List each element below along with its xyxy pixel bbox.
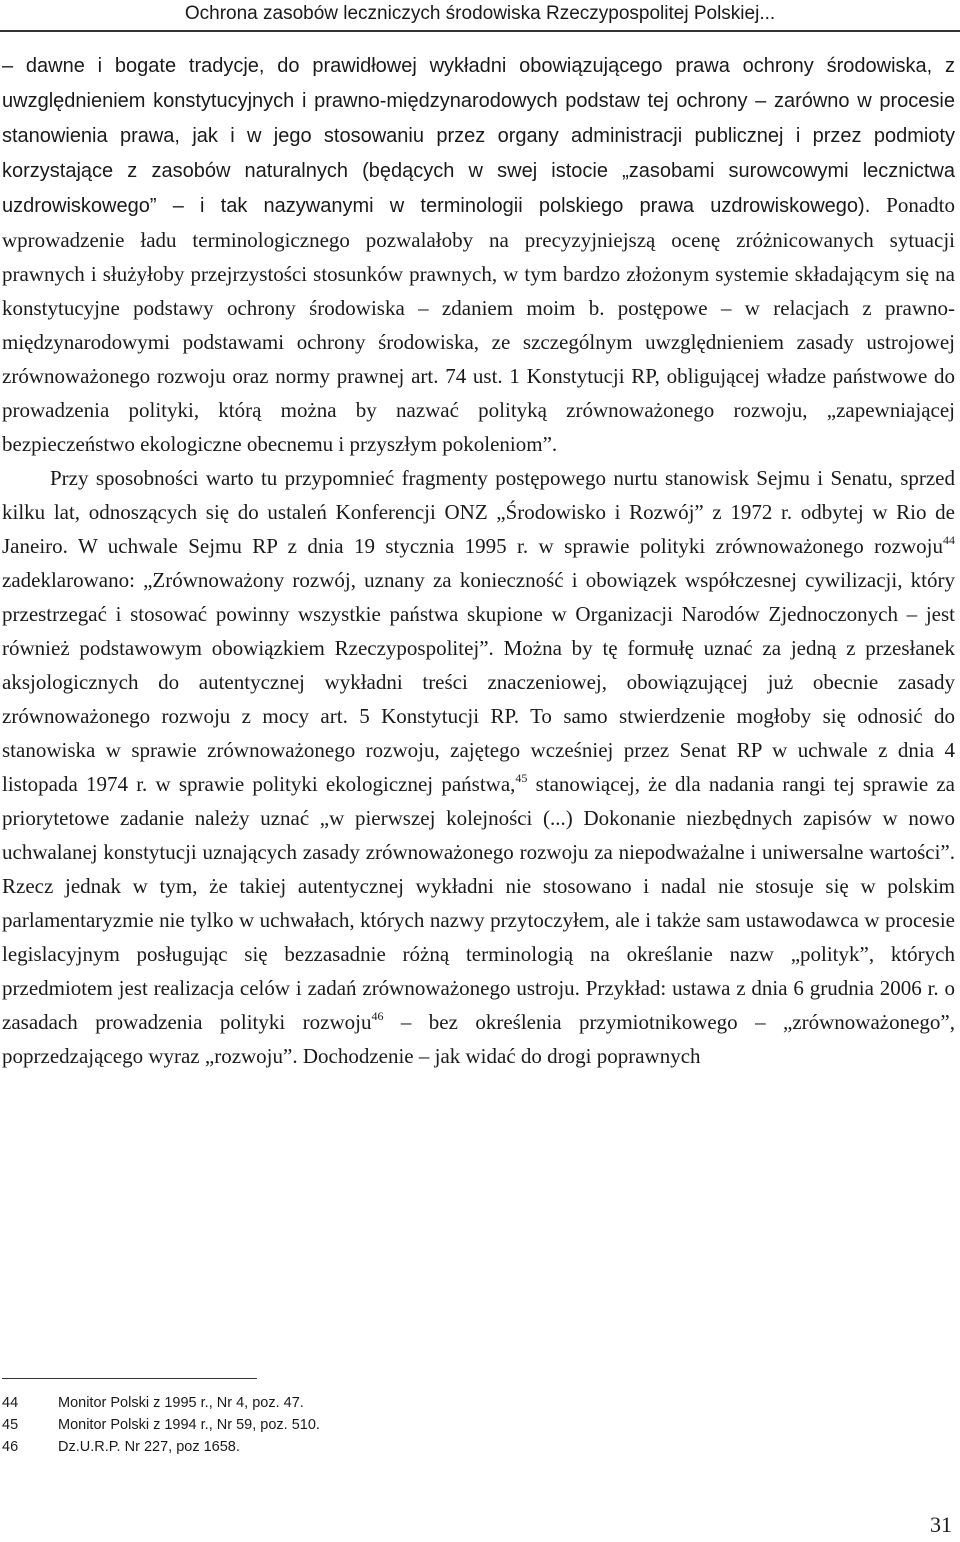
paragraph-2-part-d: – bez określenia przymiotnikowego – „zrównoważonego”, poprzedzającego wyraz „rozwoju”. Dochodzenie – jak widać do drogi poprawnych (2, 1010, 955, 1068)
paragraph-1 (2, 48, 955, 461)
footnote-number: 46 (2, 1439, 19, 1455)
running-header: Ochrona zasobów leczniczych środowiska Rzeczypospolitej Polskiej... (184, 3, 776, 24)
paragraph-2-part-c: stanowiącej, że dla nadania rangi tej sprawie za priorytetowe zadanie należy uznać „w pierwszej kolejności (...) Dokonanie niezbędnych zapisów w nowo uchwalanej konstytucji uznających zasady zrównoważonego rozwoju za niepodważalne i uniwersalne wartości”. Rzecz jednak w tym, że takiej autentycznej wykładni nie stosowano i nadal nie stosuje się w polskim parlamentaryzmie nie tylko w uchwałach, których nazwy przytoczyłem, ale i także sam ustawodawca w procesie legislacyjnym posługując się bezzasadnie różną terminologią na określanie nazw „polityk”, których przedmiotem jest realizacja celów i zadań zrównoważonego ustroju. Przykład: ustawa z dnia 6 grudnia 2006 r. o zasadach prowadzenia polityki rozwoju (2, 772, 955, 1034)
paragraph-2 (2, 461, 955, 1073)
footnote-rule (2, 1378, 257, 1379)
footnote-text: Monitor Polski z 1994 r., Nr 59, poz. 510. (58, 1417, 320, 1433)
footnotes (2, 1392, 702, 1458)
footnote-number: 45 (2, 1417, 19, 1433)
paragraph-1-serif-part: Ponadto wprowadzenie ładu terminologicznego pozwalałoby na precyzyjniejszą ocenę zróżnicowanych sytuacji prawnych i służyłoby przejrzystości stosunków prawnych, w tym bardzo złożonym systemie składającym się na konstytucyjne podstawy ochrony środowiska – zdaniem moim b. postępowe – w relacjach z prawno-międzynarodowymi podstawami ochrony środowiska, ze szczególnym uwzględnieniem zasady ustrojowej zrównoważonego rozwoju oraz normy prawnej art. 74 ust. 1 Konstytucji RP, obligującej władze państwowe do prowadzenia polityki, którą można by nazwać polityką zrównoważonego rozwoju, „zapewniającej bezpieczeństwo ekologiczne obecnemu i przyszłym pokoleniom”. (2, 193, 956, 456)
header-rule (0, 30, 960, 32)
footnote-45 (2, 1414, 702, 1436)
footnote-ref-46[interactable]: 46 (371, 1009, 384, 1023)
footnote-text: Monitor Polski z 1995 r., Nr 4, poz. 47. (58, 1395, 304, 1411)
paragraph-2-part-b: zadeklarowano: „Zrównoważony rozwój, uznany za konieczność i obowiązek współczesnej cywilizacji, który przestrzegać i stosować powinny wszystkie państwa skupione w Organizacji Narodów Zjednoczonych – jest również podstawowym obowiązkiem Rzeczypospolitej”. Można by tę formułę uznać za jedną z przesłanek aksjologicznych do autentycznej wykładni treści znaczeniowej, obowiązującej już obecnie zasady zrównoważonego rozwoju z mocy art. 5 Konstytucji RP. To samo stwierdzenie mogłoby się odnosić do stanowiska w sprawie zrównoważonego rozwoju, zajętego wcześniej przez Senat RP w uchwale z dnia 4 listopada 1974 r. w sprawie polityki ekologicznej państwa, (2, 568, 955, 796)
footnote-46 (2, 1436, 702, 1458)
footnote-ref-44[interactable]: 44 (943, 533, 955, 547)
paragraph-2-part-a: Przy sposobności warto tu przypomnieć fragmenty postępowego nurtu stanowisk Sejmu i Senatu, sprzed kilku lat, odnoszących się do ustaleń Konferencji ONZ „Środowisko i Rozwój” z 1972 r. odbytej w Rio de Janeiro. W uchwale Sejmu RP z dnia 19 stycznia 1995 r. w sprawie polityki zrównoważonego rozwoju (2, 466, 955, 558)
footnote-44 (2, 1392, 702, 1414)
footnote-ref-45[interactable]: 45 (515, 771, 528, 785)
page-number: 31 (930, 1512, 952, 1537)
footnote-number: 44 (2, 1395, 19, 1411)
footnote-text: Dz.U.R.P. Nr 227, poz 1658. (58, 1439, 240, 1455)
paragraph-1-sans-part: – dawne i bogate tradycje, do prawidłowej wykładni obowiązującego prawa ochrony środowiska, z uwzględnieniem konstytucyjnych i prawno-międzynarodowych podstaw tej ochrony – zarówno w procesie stanowienia prawa, jak i w jego stosowaniu przez organy administracji publicznej i przez podmioty korzystające z zasobów naturalnych (będących w swej istocie „zasobami surowcowymi lecznictwa uzdrowiskowego” – i tak nazywanymi w terminologii polskiego prawa uzdrowiskowego). (2, 55, 955, 217)
body-text (2, 48, 955, 1073)
